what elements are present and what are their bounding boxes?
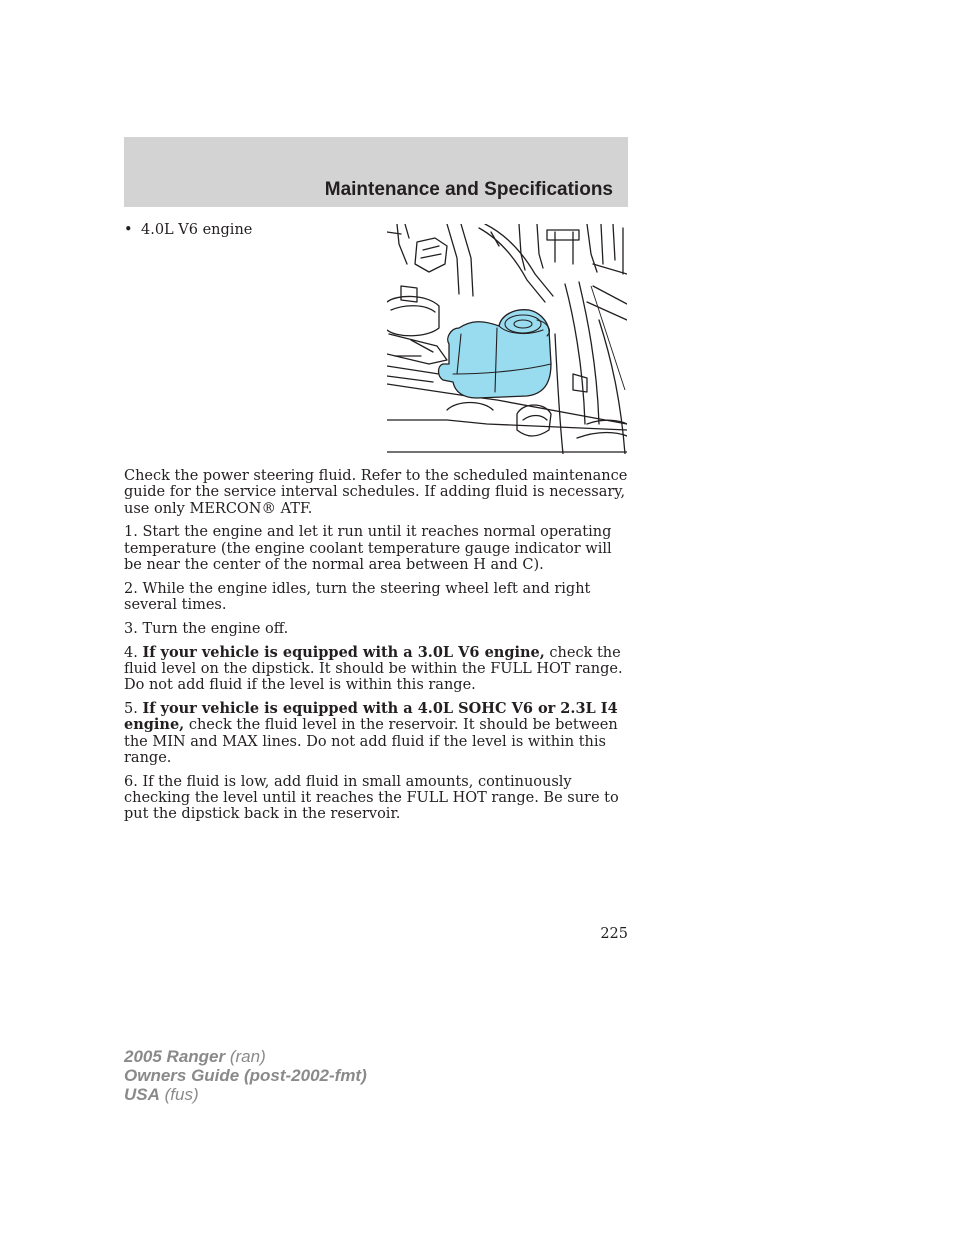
section-header-band (124, 137, 628, 207)
page-number: 225 (600, 926, 628, 942)
instructions-body (124, 468, 628, 830)
footer-region-code: (fus) (164, 1085, 199, 1104)
step-1: 1. Start the engine and let it run until it reaches normal operating temperature (the engine coolant temperature gauge indicator will be near the center of the normal area between H and C). (124, 524, 612, 573)
step-text: check the fluid level in the reservoir. It should be between the MIN and MAX lines. Do not add fluid if the level is within this range. (124, 717, 618, 766)
footer-line-1 (124, 1047, 367, 1066)
footer-model-code: (ran) (229, 1047, 266, 1066)
step-2: 2. While the engine idles, turn the steering wheel left and right several times. (124, 580, 591, 614)
document-footer (124, 1047, 367, 1104)
step-text: check the fluid level on the dipstick. It should be within the FULL HOT range. Do not add fluid if the level is within this range. (124, 644, 623, 694)
footer-line-2 (124, 1066, 367, 1085)
footer-model: 2005 Ranger (124, 1047, 226, 1066)
footer-guide: Owners Guide (post-2002-fmt) (124, 1066, 367, 1085)
bullet-text: 4.0L V6 engine (141, 222, 253, 238)
step-5 (124, 701, 628, 766)
bullet-item (124, 221, 252, 239)
bullet-symbol: • (124, 222, 133, 238)
step-condition: If your vehicle is equipped with a 3.0L V6 engine, (142, 643, 545, 661)
step-number: 5. (124, 701, 138, 718)
step-3: 3. Turn the engine off. (124, 620, 289, 637)
section-title: Maintenance and Specifications (324, 179, 613, 200)
engine-reservoir-illustration (387, 224, 627, 454)
step-number: 4. (124, 644, 138, 661)
step-condition: If your vehicle is equipped with a 4.0L SOHC V6 or 2.3L I4 engine, (124, 700, 618, 734)
paragraph: Check the power steering fluid. Refer to the scheduled maintenance guide for the service interval schedules. If adding fluid is necessary, use only MERCON® ATF. (124, 468, 628, 517)
step-4 (124, 645, 628, 694)
footer-line-3 (124, 1085, 367, 1104)
footer-region: USA (124, 1085, 160, 1104)
step-6: 6. If the fluid is low, add fluid in small amounts, continuously checking the level until it reaches the FULL HOT range. Be sure to put the dipstick back in the reservoir. (124, 773, 619, 823)
